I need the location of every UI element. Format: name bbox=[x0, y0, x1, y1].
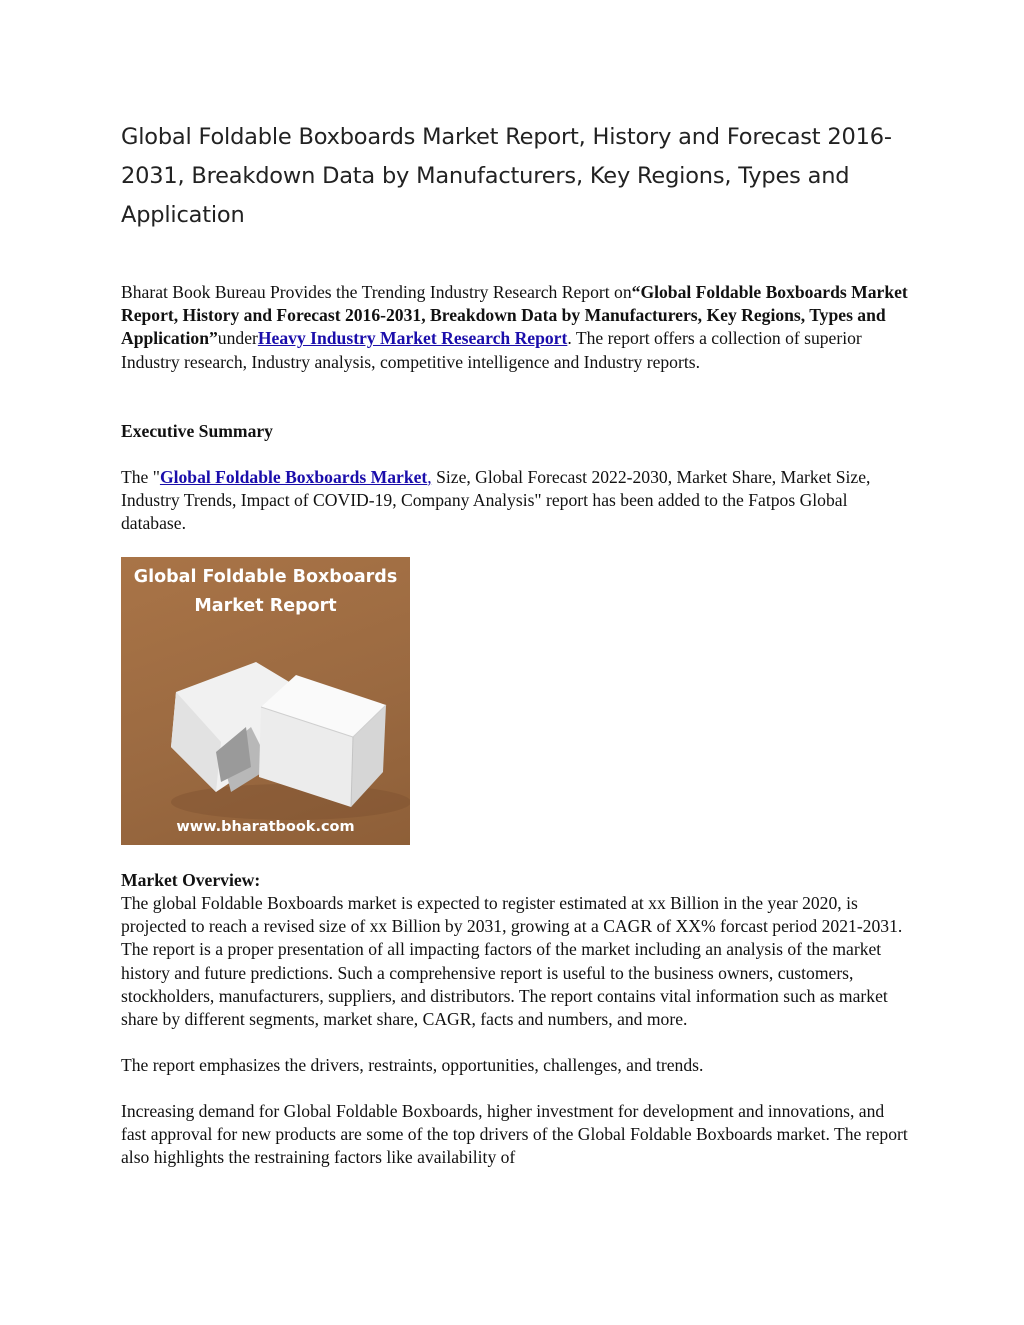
executive-summary-heading: Executive Summary bbox=[121, 421, 273, 441]
cover-title bbox=[121, 563, 410, 621]
intro-lead: Bharat Book Bureau Provides the Trending Industry Research Report on bbox=[121, 282, 632, 302]
exec-rest: Size, Global Forecast 2022-2030, Market Share, Market Size, Industry Trends, Impact of COVID-19, Company Analysis" report has been added to the Fatpos Global database. bbox=[121, 467, 871, 534]
drivers-paragraph: Increasing demand for Global Foldable Boxboards, higher investment for development and innovations, and fast approval for new products are some of the top drivers of the Global Foldable Boxboards market. The report also highlights the restraining factors like availability of bbox=[121, 1101, 908, 1168]
page-title: Global Foldable Boxboards Market Report, History and Forecast 2016-2031, Breakdown Data by Manufacturers, Key Regions, Types and Application bbox=[121, 124, 892, 228]
intro-paragraph bbox=[121, 281, 911, 374]
market-link[interactable]: Global Foldable Boxboards Market bbox=[159, 467, 428, 487]
market-overview-heading: Market Overview: bbox=[121, 870, 261, 890]
cover-title-line-2: Market Report bbox=[194, 596, 337, 616]
intro-under: under bbox=[217, 328, 258, 349]
report-cover-image bbox=[121, 557, 410, 845]
exec-prefix: The " bbox=[121, 467, 160, 487]
intro-tail: . The report offers a collection of superior Industry research, Industry analysis, competitive intelligence and Industry reports. bbox=[121, 328, 862, 372]
report-name: “Global Foldable Boxboards Market Report, History and Forecast 2016-2031, Breakdown Data by Manufacturers, Key Regions, Types and Application” bbox=[121, 282, 908, 349]
market-link-comma[interactable]: , bbox=[427, 467, 432, 487]
cover-url: www.bharatbook.com bbox=[176, 819, 355, 835]
market-overview-paragraph: The global Foldable Boxboards market is expected to register estimated at xx Billion in the year 2020, is projected to reach a revised size of xx Billion by 2031, growing at a CAGR of XX% forcast period 2021-2031. The report is a proper presentation of all impacting factors of the market including an analysis of the market history and future predictions. Such a comprehensive report is useful to the business owners, customers, stockholders, manufacturers, suppliers, and distributors. The report contains vital information such as market share by different segments, market share, CAGR, facts and numbers, and more. bbox=[121, 893, 903, 1030]
cover-title-line-1: Global Foldable Boxboards bbox=[133, 567, 398, 587]
executive-summary-paragraph bbox=[121, 466, 911, 536]
market-overview-paragraph-2: The report emphasizes the drivers, restraints, opportunities, challenges, and trends. bbox=[121, 1055, 704, 1075]
category-link[interactable]: Heavy Industry Market Research Report bbox=[257, 328, 568, 349]
